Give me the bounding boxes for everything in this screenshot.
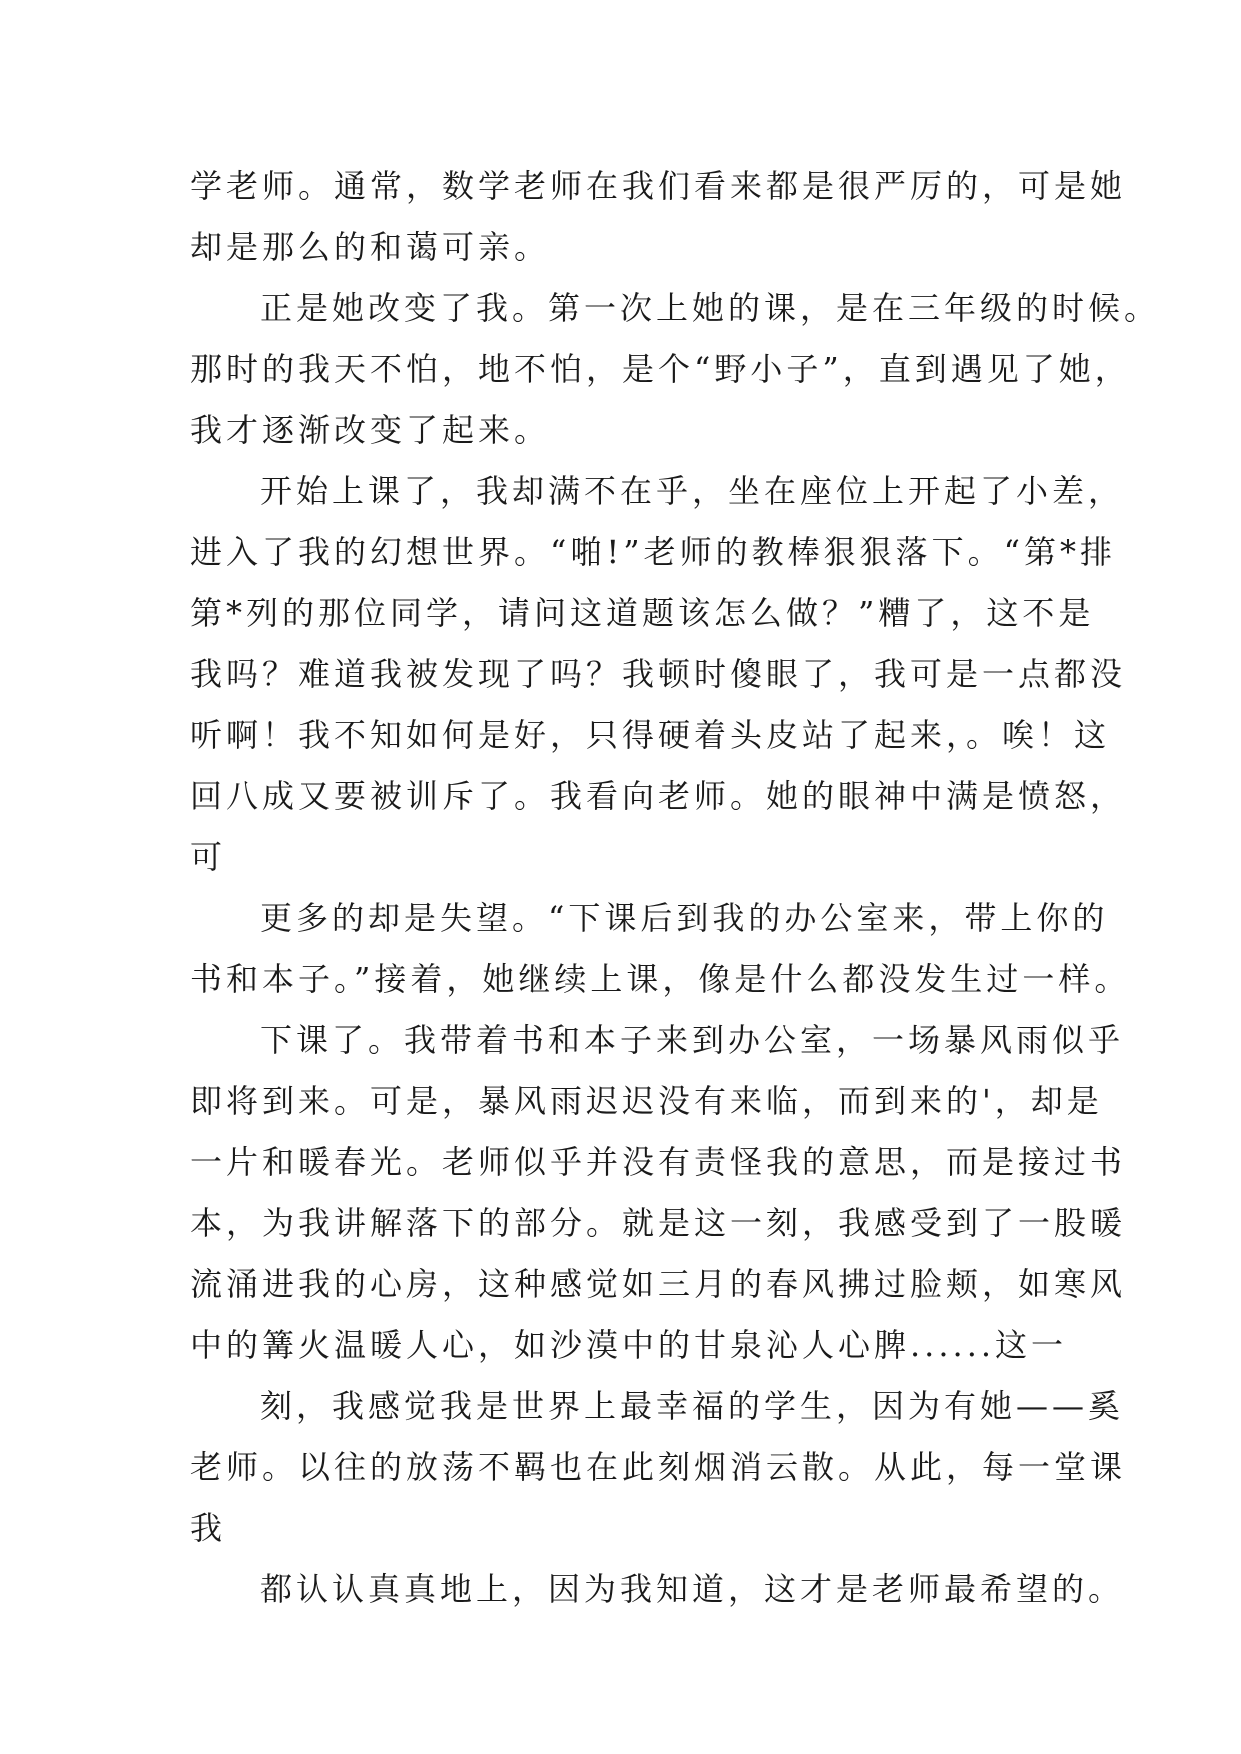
text-line: 书和本子。”接着，她继续上课，像是什么都没发生过一样。 xyxy=(190,960,1131,998)
text-line: 更多的却是失望。“下课后到我的办公室来，带上你的 xyxy=(260,899,1109,937)
text-line: 本，为我讲解落下的部分。就是这一刻，我感受到了一股暖 xyxy=(190,1204,1127,1242)
text-line: 却是那么的和蔼可亲。 xyxy=(190,228,551,266)
text-line: 流涌进我的心房，这种感觉如三月的春风拂过脸颊，如寒风 xyxy=(190,1265,1127,1303)
text-line: 那时的我天不怕，地不怕，是个“野小子”，直到遇见了她， xyxy=(190,350,1131,388)
text-line: 开始上课了，我却满不在乎，坐在座位上开起了小差， xyxy=(260,472,1125,510)
text-line: 下课了。我带着书和本子来到办公室，一场暴风雨似乎 xyxy=(260,1021,1125,1059)
text-line: 第*列的那位同学，请问这道题该怎么做？”糟了，这不是 xyxy=(190,594,1095,632)
text-line: 都认认真真地上，因为我知道，这才是老师最希望的。 xyxy=(260,1570,1125,1608)
text-line: 学老师。通常，数学老师在我们看来都是很严厉的，可是她 xyxy=(190,167,1127,205)
text-line: 刻，我感觉我是世界上最幸福的学生，因为有她——奚 xyxy=(260,1387,1125,1425)
text-line: 一片和暖春光。老师似乎并没有责怪我的意思，而是接过书 xyxy=(190,1143,1127,1181)
text-line: 听啊！我不知如何是好，只得硬着头皮站了起来，。唉！这 xyxy=(190,716,1111,754)
text-line: 我吗？难道我被发现了吗？我顿时傻眼了，我可是一点都没 xyxy=(190,655,1127,693)
text-line: 进入了我的幻想世界。“啪!”老师的教棒狠狠落下。“第*排 xyxy=(190,533,1116,571)
text-line: 我才逐渐改变了起来。 xyxy=(190,411,551,449)
text-line: 正是她改变了我。第一次上她的课，是在三年级的时候。 xyxy=(260,289,1161,327)
text-line: 回八成又要被训斥了。我看向老师。她的眼神中满是愤怒， xyxy=(190,777,1127,815)
text-line: 即将到来。可是，暴风雨迟迟没有来临，而到来的'，却是 xyxy=(190,1082,1103,1120)
text-line: 中的篝火温暖人心，如沙漠中的甘泉沁人心脾......这一 xyxy=(190,1326,1068,1364)
essay-text xyxy=(190,156,1161,1620)
text-line: 老师。以往的放荡不羁也在此刻烟消云散。从此，每一堂课 xyxy=(190,1448,1127,1486)
text-line: 我 xyxy=(190,1509,227,1547)
text-line: 可 xyxy=(190,838,227,876)
